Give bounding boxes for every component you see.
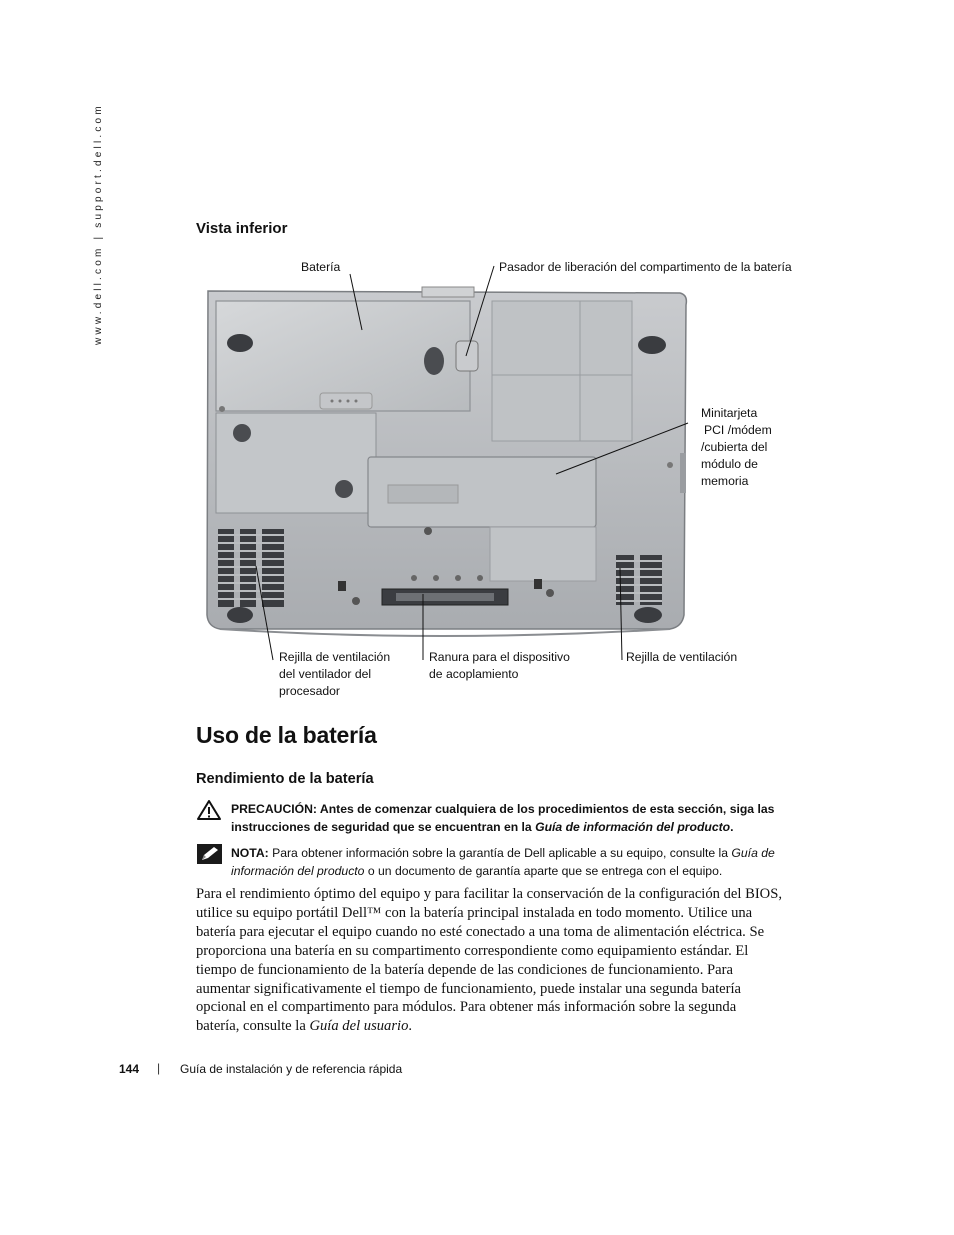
callout-docking [429,649,570,683]
paragraph-line: proporciona una batería en su compartimento correspondiente como equipamiento estándar. El [196,942,749,959]
caution-text: Antes de comenzar cualquiera de los procedimientos de esta sección, siga las [317,802,775,816]
paragraph-end: . [408,1018,413,1035]
caution-end: . [730,820,734,834]
paragraph-italic: Guía del usuario [309,1018,409,1035]
callout-vent: Rejilla de ventilación [626,650,738,664]
section-title: Vista inferior [196,220,288,237]
page-title: Uso de la batería [196,722,377,748]
footer-title: Guía de instalación y de referencia rápida [180,1062,403,1076]
caution-italic: Guía de información del producto [535,820,731,834]
callout-docking-line: Ranura para el dispositivo [429,650,570,664]
paragraph-line: batería para ejecutar el equipo cuando no esté conectado a una toma de alimentación eléctrica. Se [196,923,765,940]
caution-text-2: instrucciones de seguridad que se encuentran en la [231,820,536,834]
paragraph-line: opcional en el compartimento para módulos. Para obtener más información sobre la segunda [196,999,737,1016]
footer-separator: | [157,1061,161,1075]
paragraph-line: Para el rendimiento óptimo del equipo y para facilitar la conservación de la configuración del BIOS, [196,886,782,902]
callout-minicard-line: memoria [701,474,749,488]
paragraph-last: batería, consulte la [196,1018,310,1035]
paragraph-line: utilice su equipo portátil Dell™ con la batería principal instalada en todo momento. Utilice una [196,904,753,921]
caution-icon [196,799,222,821]
callout-battery: Batería [301,260,341,274]
callout-processor-vent-line: procesador [279,684,340,698]
note-italic-2: información del producto [231,863,365,878]
paragraph-line: aumentar significativamente el tiempo de funcionamiento, puede instalar una segunda batería [196,980,742,997]
callout-minicard [701,405,772,490]
callout-docking-line: de acoplamiento [429,667,519,681]
caution-block [231,800,831,836]
note-label: NOTA: [231,846,269,860]
callout-processor-vent [279,649,390,700]
note-text-2: o un documento de garantía aparte que se entrega con el equipo. [364,863,723,878]
callout-processor-vent-line: Rejilla de ventilación [279,650,391,664]
note-text: Para obtener información sobre la garantía de Dell aplicable a su equipo, consulte la [268,846,732,860]
caution-label: PRECAUCIÓN: [231,802,317,816]
paragraph-line: tiempo de funcionamiento de la batería depende de las condiciones de funcionamiento. Para [196,961,733,978]
note-italic-1: Guía de [731,846,775,860]
callout-minicard-line: PCI /módem [704,423,772,437]
callout-minicard-line: Minitarjeta [701,406,758,420]
note-block [231,845,831,880]
body-paragraph [196,885,836,1036]
callout-minicard-line: /cubierta del [701,440,768,454]
page-number: 144 [119,1062,140,1076]
callout-release-latch: Pasador de liberación del compartimento de la batería [499,260,792,274]
subsection-title: Rendimiento de la batería [196,771,374,787]
callout-minicard-line: módulo de [701,457,758,471]
callout-processor-vent-line: del ventilador del [279,667,372,681]
note-pencil-icon [197,844,222,864]
sidebar-url-text: www.dell.com | support.dell.com [93,103,104,345]
